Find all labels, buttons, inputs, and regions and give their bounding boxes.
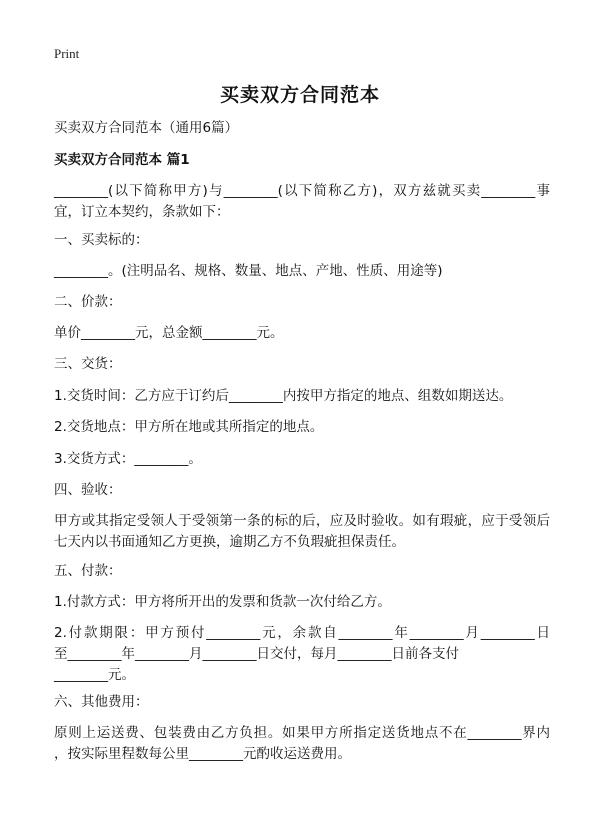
payment-term-line-3: ________元。 [54, 667, 135, 683]
intro-line: 买卖双方合同范本（通用6篇） [54, 120, 239, 136]
parties-line-1: ________(以下简称甲方)与________(以下简称乙方)，双方兹就买卖________事 [54, 183, 550, 199]
heading-price: 二、价款： [54, 294, 122, 310]
item-line: ________。(注明品名、规格、数量、地点、产地、性质、用途等) [54, 263, 443, 279]
section-title: 买卖双方合同范本 篇1 [54, 152, 190, 168]
fees-line-2: ，按实际里程数每公里________元酌收运送费用。 [54, 746, 351, 762]
payment-method: 1.付款方式：甲方将所开出的发票和货款一次付给乙方。 [54, 594, 391, 610]
delivery-place: 2.交货地点：甲方所在地或其所指定的地点。 [54, 419, 324, 435]
delivery-method: 3.交货方式：________。 [54, 451, 202, 467]
payment-term-line-2: 至________年________月________日交付，每月________日前各支付 [54, 646, 459, 662]
parties-line-2: 宜，订立本契约，条款如下： [54, 204, 230, 220]
payment-term-line-1: 2.付款期限：甲方预付________元，余款自________年________月________日 [54, 625, 550, 641]
acceptance-line-1: 甲方或其指定受领人于受领第一条的标的后，应及时验收。如有瑕疵，应于受领后 [54, 513, 550, 529]
heading-other-fees: 六、其他费用： [54, 694, 149, 710]
heading-acceptance: 四、验收： [54, 482, 122, 498]
document-title: 买卖双方合同范本 [219, 84, 380, 106]
delivery-time: 1.交货时间：乙方应于订约后________内按甲方指定的地点、组数如期送达。 [54, 388, 513, 404]
heading-payment: 五、付款： [54, 563, 122, 579]
heading-delivery: 三、交货： [54, 356, 122, 372]
print-label: Print [54, 46, 80, 61]
acceptance-line-2: 七天内以书面通知乙方更换，逾期乙方不负瑕疵担保责任。 [54, 534, 405, 550]
price-line: 单价________元，总金额________元。 [54, 325, 284, 341]
fees-line-1: 原则上运送费、包装费由乙方负担。如果甲方所指定送货地点不在________界内 [54, 725, 550, 741]
heading-item: 一、买卖标的： [54, 232, 149, 248]
